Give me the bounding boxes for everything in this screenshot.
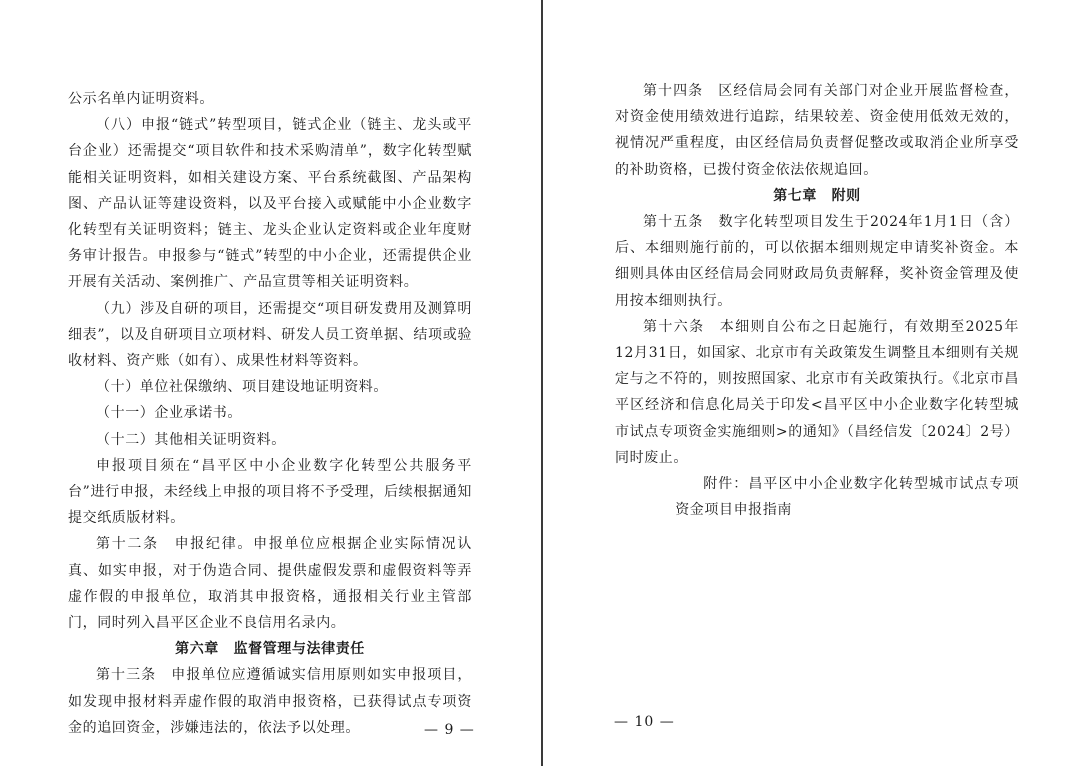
paragraph: （十一）企业承诺书。 bbox=[96, 405, 242, 422]
paragraph: （十二）其他相关证明资料。 bbox=[96, 431, 286, 448]
paragraph: （九）涉及自研的项目，还需提交“项目研发费用及测算明细表”，以及自研项目立项材料、研发人员工资单据、结项或验收材料、资产账（如有）、成果性材料等资料。 bbox=[68, 300, 472, 370]
page-number-right: — 10 — bbox=[614, 714, 675, 730]
paragraph: 第十二条 申报纪律。申报单位应根据企业实际情况认真、如实申报，对于伪造合同、提供虚假发票和虚假资料等弄虚作假的申报单位，取消其申报资格，通报相关行业主管部门，同时列入昌平区企业不良信用名录内。 bbox=[68, 536, 472, 632]
paragraph: 第十六条 本细则自公布之日起施行，有效期至2025年12月31日，如国家、北京市有关政策发生调整且本细则有关规定与之不符的，则按照国家、北京市有关政策执行。《北京市昌平区经济和信息化局关于印发<昌平区中小企业数字化转型城市试点专项资金实施细则>的通知》（昌经信发〔2024〕2号）同时废止。 bbox=[615, 318, 1019, 466]
page-number-left: — 9 — bbox=[424, 722, 475, 738]
paragraph: 第十五条 数字化转型项目发生于2024年1月1日（含）后、本细则施行前的，可以依据本细则规定申请奖补资金。本细则具体由区经信局会同财政局负责解释，奖补资金管理及使用按本细则执行。 bbox=[615, 214, 1019, 309]
paragraph: 申报项目须在“昌平区中小企业数字化转型公共服务平台”进行申报，未经线上申报的项目将不予受理，后续根据通知提交纸质版材料。 bbox=[68, 457, 472, 527]
chapter-heading: 第七章 附则 bbox=[773, 187, 861, 204]
paragraph: （十）单位社保缴纳、项目建设地证明资料。 bbox=[96, 379, 388, 396]
paragraph: 公示名单内证明资料。 bbox=[68, 91, 214, 107]
chapter-heading: 第六章 监督管理与法律责任 bbox=[175, 641, 365, 658]
right-page-body bbox=[615, 78, 1019, 523]
paragraph: 第十三条 申报单位应遵循诚实信用原则如实申报项目，如发现申报材料弄虚作假的取消申报资格，已获得试点专项资金的追回资金，涉嫌违法的，依法予以处理。 bbox=[68, 667, 472, 736]
attachment-label: 附件： bbox=[703, 476, 749, 493]
paragraph: 第十四条 区经信局会同有关部门对企业开展监督检查，对资金使用绩效进行追踪，结果较差、资金使用低效无效的，视情况严重程度，由区经信局负责督促整改或取消企业所享受的补助资格，已拨付资金依法依规追回。 bbox=[615, 83, 1019, 178]
left-page-body bbox=[68, 86, 472, 741]
paragraph: （八）申报“链式”转型项目，链式企业（链主、龙头或平台企业）还需提交“项目软件和技术采购清单”，数字化转型赋能相关证明资料，如相关建设方案、平台系统截图、产品架构图、产品认证等建设资料，以及平台接入或赋能中小企业数字化转型有关证明资料；链主、龙头企业认定资料或企业年度财务审计报告。申报参与“链式”转型的中小企业，还需提供企业开展有关活动、案例推广、产品宣贯等相关证明资料。 bbox=[68, 117, 472, 291]
attachment-text: 昌平区中小企业数字化转型城市试点专项资金项目申报指南 bbox=[675, 476, 1019, 519]
attachment-note bbox=[615, 471, 1019, 523]
